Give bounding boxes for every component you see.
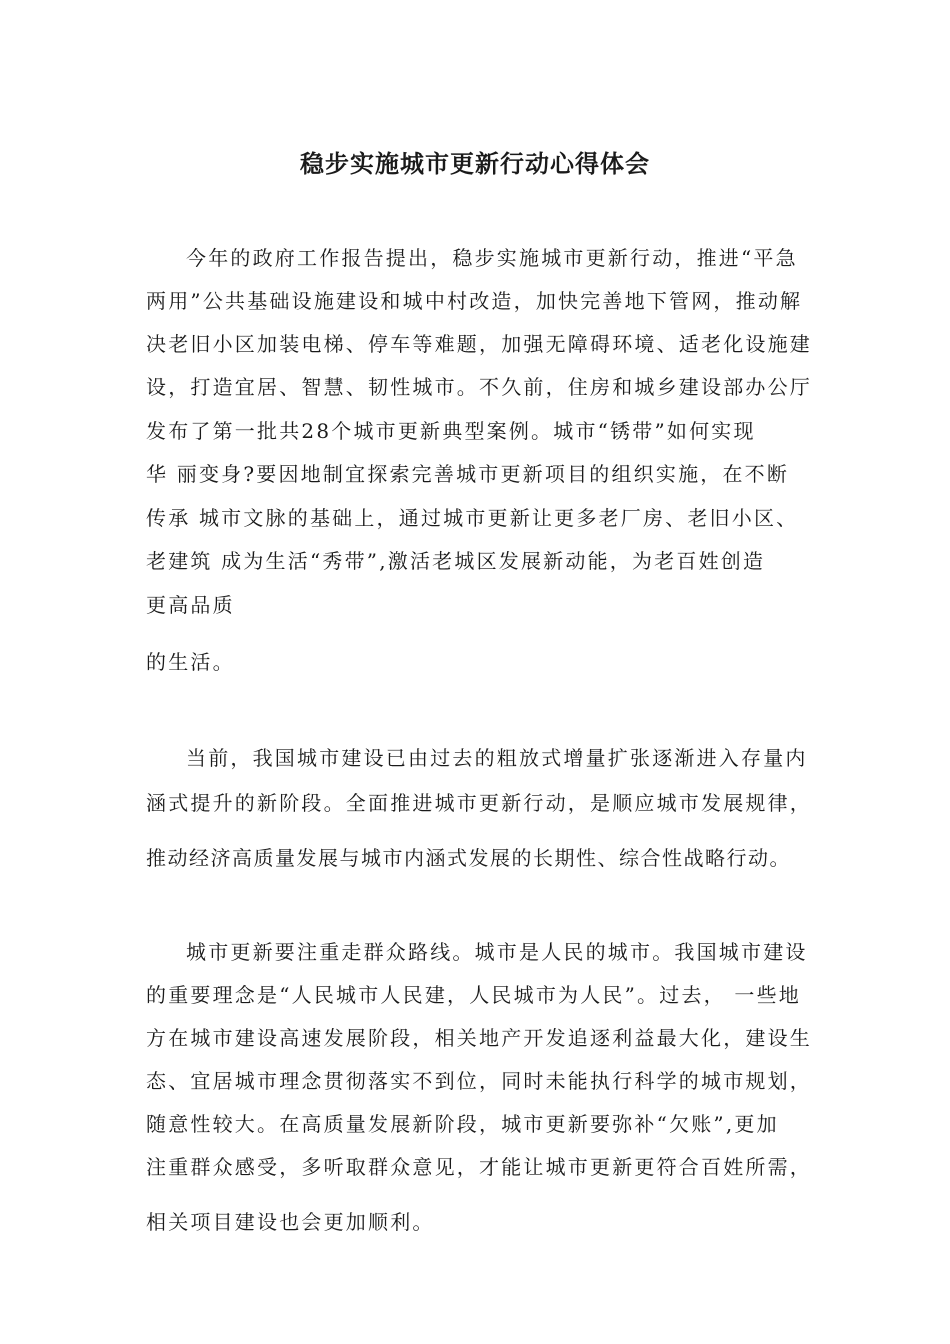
paragraph-1-line: 两用”公共基础设施建设和城中村改造，加快完善地下管网，推动解 [146,289,803,313]
paragraph-3-line: 方在城市建设高速发展阶段，相关地产开发追逐利益最大化，建设生 [146,1026,812,1050]
paragraph-1-line: 的生活。 [146,650,235,674]
paragraph-1-line: 华 丽变身?要因地制宜探索完善城市更新项目的组织实施，在不断 [146,462,790,486]
paragraph-1-line: 决老旧小区加装电梯、停车等难题，加强无障碍环境、适老化设施建 [146,332,812,356]
paragraph-1-line: 设，打造宜居、智慧、韧性城市。不久前，住房和城乡建设部办公厅 [146,375,812,399]
paragraph-3-line: 态、宜居城市理念贯彻落实不到位，同时未能执行科学的城市规划， [146,1069,812,1093]
paragraph-1-line: 更高品质 [146,593,235,617]
paragraph-3-line: 相关项目建设也会更加顺利。 [146,1210,435,1234]
paragraph-2-line: 当前，我国城市建设已由过去的粗放式增量扩张逐渐进入存量内 [186,746,808,770]
paragraph-3-line: 随意性较大。在高质量发展新阶段，城市更新要弥补“欠账”,更加 [146,1112,779,1136]
document-title: 稳步实施城市更新行动心得体会 [300,149,650,178]
paragraph-1-line: 发布了第一批共28个城市更新典型案例。城市“锈带”如何实现 [146,419,756,443]
paragraph-1-line: 传承 城市文脉的基础上，通过城市更新让更多老厂房、老旧小区、 [146,506,799,530]
paragraph-3-line: 注重群众感受，多听取群众意见，才能让城市更新更符合百姓所需， [146,1155,812,1179]
paragraph-2-line: 推动经济高质量发展与城市内涵式发展的长期性、综合性战略行动。 [146,846,791,870]
paragraph-3-line: 城市更新要注重走群众路线。城市是人民的城市。我国城市建设 [186,940,808,964]
paragraph-1-line: 老建筑 成为生活“秀带”,激活老城区发展新动能，为老百姓创造 [146,549,766,573]
paragraph-2-line: 涵式提升的新阶段。全面推进城市更新行动，是顺应城市发展规律， [146,791,812,815]
paragraph-3-line: 的重要理念是“人民城市人民建，人民城市为人民”。过去， 一些地 [146,983,802,1007]
paragraph-1-line: 今年的政府工作报告提出，稳步实施城市更新行动，推进“平急 [186,246,798,270]
